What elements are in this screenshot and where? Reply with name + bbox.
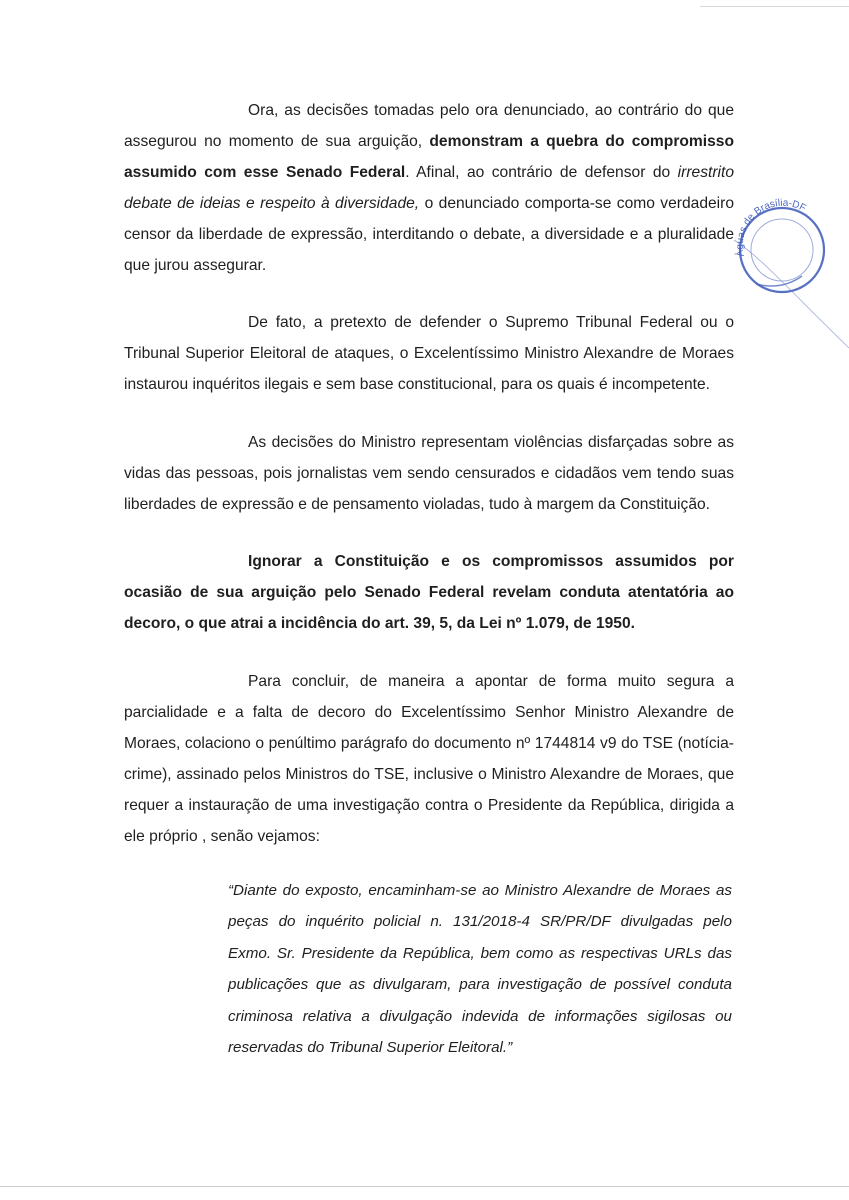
paragraph-3: As decisões do Ministro representam violências disfarçadas sobre as vidas das pessoas, pois jornalistas vem sendo censurados e cidadãos vem tendo suas liberdades de expressão e de pensamento violadas, tudo à margem da Constituição.: [124, 434, 734, 513]
block-quote: “Diante do exposto, encaminham-se ao Ministro Alexandre de Moraes as peças do inquérito policial n. 131/2018-4 SR/PR/DF divulgadas pelo Exmo. Sr. Presidente da República, bem como as respectivas URLs das publicações que as divulgaram, para investigação de possível conduta criminosa relativa a divulgação indevida de informações sigilosas ou reservadas do Tribunal Superior Eleitoral.”: [228, 882, 732, 1057]
p1-text-a: Ora, as decisões tomadas pelo ora denunciado, ao contrário do que assegurou no momento de sua arguição,: [124, 102, 734, 150]
p1-italic-text: irrestrito debate de ideias e respeito à diversidade,: [124, 164, 734, 212]
p1-bold-text: demonstram a quebra do compromisso assumido com esse Senado Federal: [124, 133, 734, 181]
paragraph-4: Ignorar a Constituição e os compromissos assumidos por ocasião de sua arguição pelo Senado Federal revelam conduta atentatória ao decoro, o que atrai a incidência do art. 39, 5, da Lei nº 1.079, de 1950.: [124, 553, 734, 632]
p1-text-e: o denunciado comporta-se como verdadeiro censor da liberdade de expressão, interditando o debate, a diversidade e a pluralidade que jurou assegurar.: [124, 195, 734, 274]
scan-edge-top: [700, 6, 849, 7]
paragraph-1: [124, 95, 734, 281]
stamp-text: Águas de Brasília-DF: [734, 198, 808, 258]
paragraph-2: De fato, a pretexto de defender o Supremo Tribunal Federal ou o Tribunal Superior Eleitoral de ataques, o Excelentíssimo Ministro Alexandre de Moraes instaurou inquéritos ilegais e sem base constitucional, para os quais é incompetente.: [124, 314, 734, 393]
paragraph-5: Para concluir, de maneira a apontar de forma muito segura a parcialidade e a falta de decoro do Excelentíssimo Senhor Ministro Alexandre de Moraes, colaciono o penúltimo parágrafo do documento nº 1744814 v9 do TSE (notícia-crime), assinado pelos Ministros do TSE, inclusive o Ministro Alexandre de Moraes, que requer a instauração de uma investigação contra o Presidente da República, dirigida a ele próprio , senão vejamos:: [124, 673, 734, 845]
scan-edge-bottom: [0, 1186, 849, 1187]
notary-stamp: [722, 198, 849, 358]
p1-text-c: . Afinal, ao contrário de defensor do: [405, 164, 678, 181]
